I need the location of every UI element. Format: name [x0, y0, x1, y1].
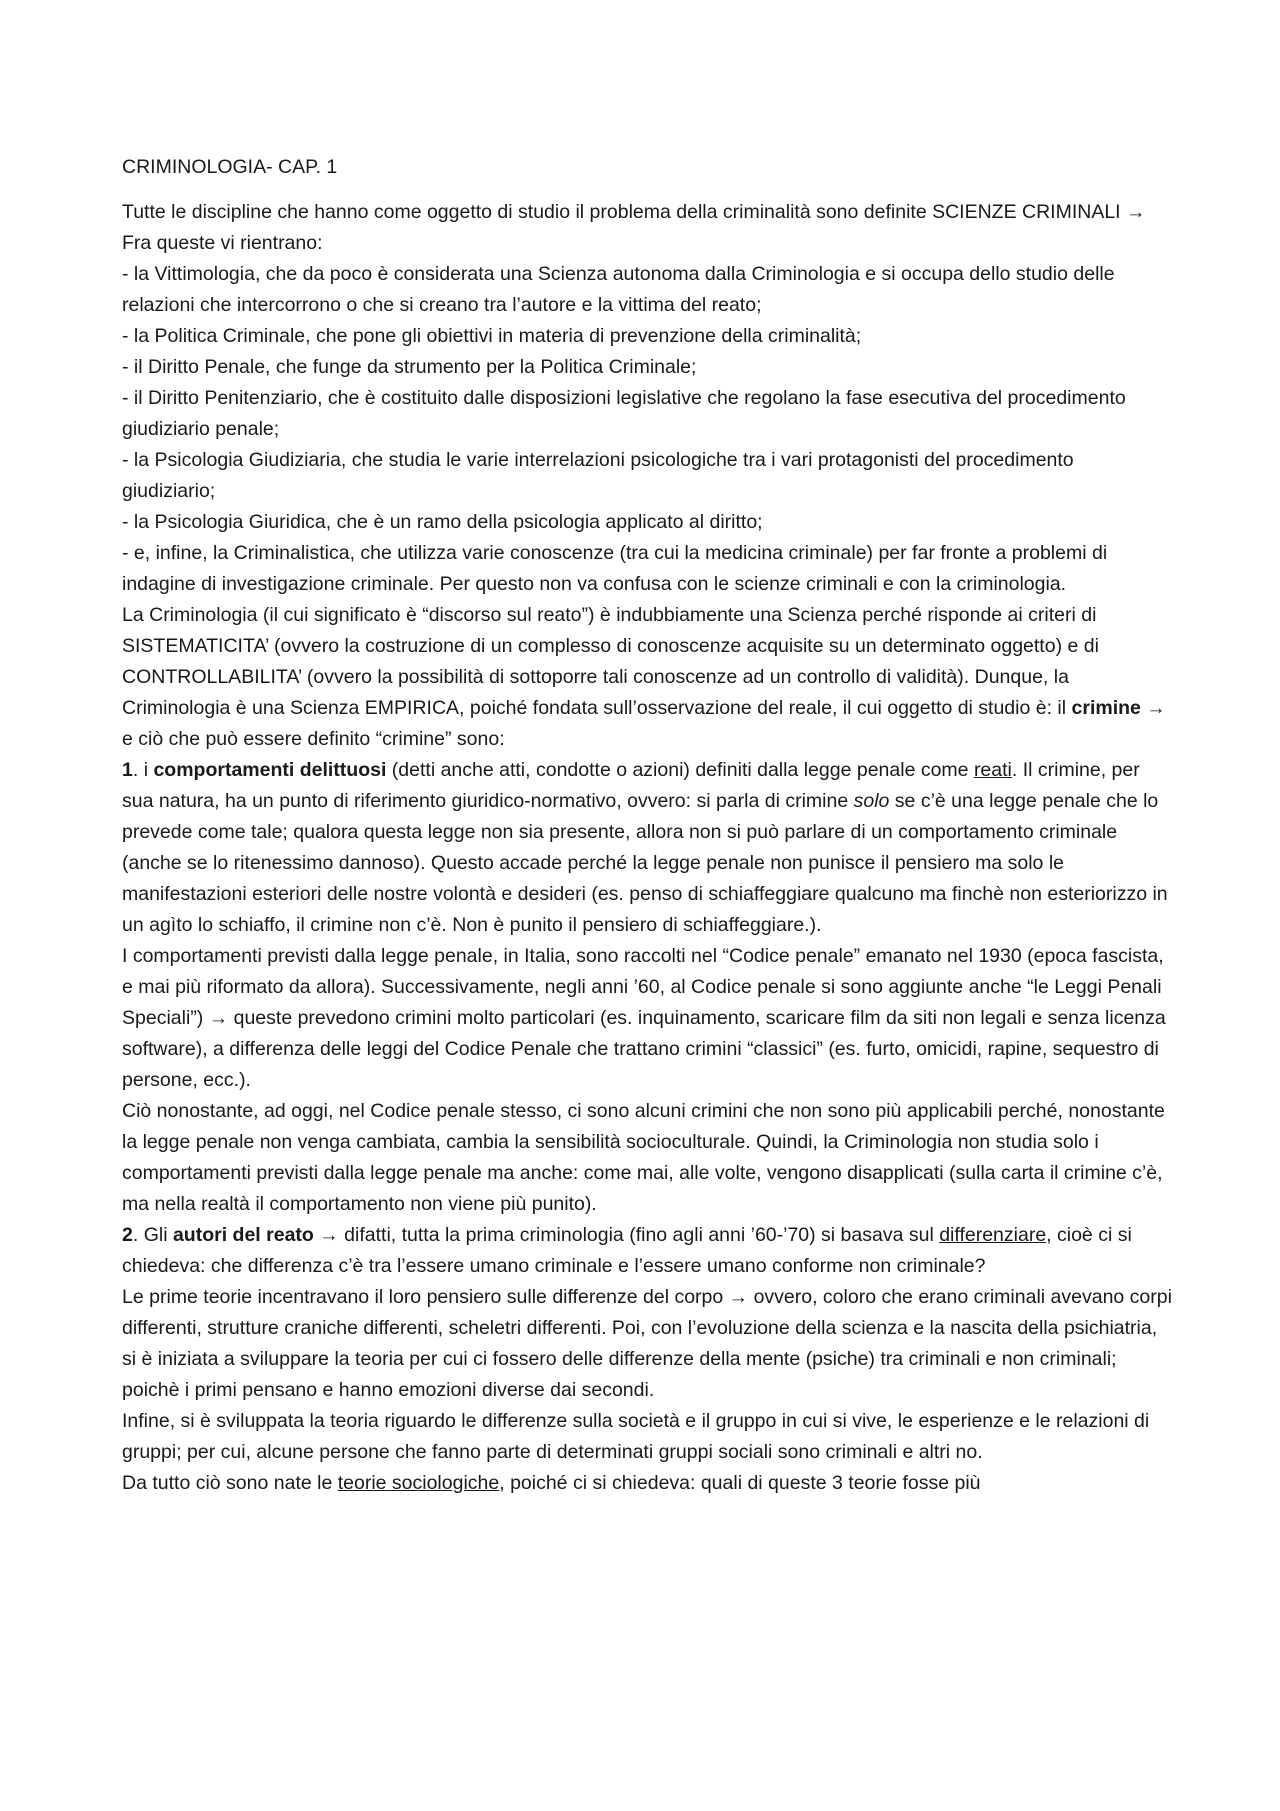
document-page: [122, 152, 1172, 1499]
document-title: CRIMINOLOGIA- CAP. 1: [122, 156, 338, 178]
text-run: solo: [853, 790, 890, 812]
paragraph: [122, 538, 1172, 600]
paragraph: [122, 1220, 1172, 1282]
text-run: . Gli: [132, 1224, 173, 1246]
paragraph: [122, 321, 1172, 352]
text-run: Le prime teorie incentravano il loro pensiero sulle differenze del corpo → ovvero, coloro che erano criminali avevano corpi differenti, strutture craniche differenti, scheletri differenti. Poi, con l’evoluzione della scienza e la nascita della psichiatria, si è iniziata a sviluppare la teoria per cui ci fossero delle differenze della mente (psiche) tra criminali e non criminali; poichè i primi pensano e hanno emozioni diverse dai secondi.: [122, 1286, 1172, 1401]
text-run: La Criminologia (il cui significato è “discorso sul reato”) è indubbiamente una Scienza perché risponde ai criteri di SISTEMATICITA’ (ovvero la costruzione di un complesso di conoscenze acquisite su un determinato oggetto) e di CONTROLLABILITA’ (ovvero la possibilità di sottoporre tali conoscenze ad un controllo di validità). Dunque, la Criminologia è una Scienza EMPIRICA, poiché fondata sull’osservazione del reale, il cui oggetto di studio è: il: [122, 604, 1099, 719]
paragraph: [122, 1096, 1172, 1220]
text-run: differenziare: [939, 1224, 1047, 1246]
paragraph: [122, 1406, 1172, 1468]
paragraph: [122, 755, 1172, 941]
text-run: Tutte le discipline che hanno come oggetto di studio il problema della criminalità sono definite SCIENZE CRIMINALI → Fra queste vi rientrano:: [122, 201, 1146, 254]
text-run: → difatti, tutta la prima criminologia (fino agli anni ’60-’70) si basava sul: [313, 1224, 940, 1246]
text-run: → e ciò che può essere definito “crimine” sono:: [122, 697, 1166, 750]
text-run: . Il crimine, per sua natura, ha un punto di riferimento giuridico-normativo, ovvero: si parla di crimine: [122, 759, 1140, 812]
text-run: Da tutto ciò sono nate le: [122, 1472, 338, 1494]
paragraph: [122, 941, 1172, 1096]
paragraph: [122, 1282, 1172, 1406]
text-run: - la Psicologia Giuridica, che è un ramo della psicologia applicato al diritto;: [122, 511, 763, 533]
paragraph: [122, 197, 1172, 259]
paragraph: [122, 445, 1172, 507]
paragraph: [122, 1468, 1172, 1499]
text-run: , cioè ci si chiedeva: che differenza c’è tra l’essere umano criminale e l’essere umano conforme non criminale?: [122, 1224, 1132, 1277]
text-run: crimine: [1071, 697, 1141, 719]
paragraph: [122, 259, 1172, 321]
text-run: teorie sociologiche: [337, 1472, 500, 1494]
text-run: reati: [973, 759, 1012, 781]
text-run: . i: [132, 759, 154, 781]
text-run: , poiché ci si chiedeva: quali di queste 3 teorie fosse più: [499, 1472, 981, 1494]
text-run: Ciò nonostante, ad oggi, nel Codice penale stesso, ci sono alcuni crimini che non sono più applicabili perché, nonostante la legge penale non venga cambiata, cambia la sensibilità socioculturale. Quindi, la Criminologia non studia solo i comportamenti previsti dalla legge penale ma anche: come mai, alle volte, vengono disapplicati (sulla carta il crimine c’è, ma nella realtà il comportamento non viene più punito).: [122, 1100, 1165, 1215]
text-run: autori del reato: [172, 1224, 314, 1246]
text-run: comportamenti delittuosi: [153, 759, 387, 781]
document-body: [122, 197, 1172, 1499]
paragraph: [122, 352, 1172, 383]
text-run: 2: [122, 1224, 133, 1246]
paragraph: [122, 507, 1172, 538]
text-run: I comportamenti previsti dalla legge penale, in Italia, sono raccolti nel “Codice penale” emanato nel 1930 (epoca fascista, e mai più riformato da allora). Successivamente, negli anni ’60, al Codice penale si sono aggiunte anche “le Leggi Penali Speciali”) → queste prevedono crimini molto particolari (es. inquinamento, scaricare film da siti non legali e senza licenza software), a differenza delle leggi del Codice Penale che trattano crimini “classici” (es. furto, omicidi, rapine, sequestro di persone, ecc.).: [122, 945, 1166, 1091]
text-run: (detti anche atti, condotte o azioni) definiti dalla legge penale come: [386, 759, 974, 781]
text-run: - la Vittimologia, che da poco è considerata una Scienza autonoma dalla Criminologia e si occupa dello studio delle relazioni che intercorrono o che si creano tra l’autore e la vittima del reato;: [122, 263, 1115, 316]
paragraph: [122, 600, 1172, 755]
text-run: - il Diritto Penitenziario, che è costituito dalle disposizioni legislative che regolano la fase esecutiva del procedimento giudiziario penale;: [122, 387, 1126, 440]
text-run: - la Psicologia Giudiziaria, che studia le varie interrelazioni psicologiche tra i vari protagonisti del procedimento giudiziario;: [122, 449, 1074, 502]
text-run: - la Politica Criminale, che pone gli obiettivi in materia di prevenzione della criminalità;: [122, 325, 862, 347]
text-run: - e, infine, la Criminalistica, che utilizza varie conoscenze (tra cui la medicina criminale) per far fronte a problemi di indagine di investigazione criminale. Per questo non va confusa con le scienze criminali e con la criminologia.: [122, 542, 1108, 595]
text-run: 1: [122, 759, 133, 781]
text-run: - il Diritto Penale, che funge da strumento per la Politica Criminale;: [122, 356, 697, 378]
paragraph: [122, 383, 1172, 445]
text-run: Infine, si è sviluppata la teoria riguardo le differenze sulla società e il gruppo in cui si vive, le esperienze e le relazioni di gruppi; per cui, alcune persone che fanno parte di determinati gruppi sociali sono criminali e altri no.: [122, 1410, 1150, 1463]
text-run: se c’è una legge penale che lo prevede come tale; qualora questa legge non sia presente, allora non si può parlare di un comportamento criminale (anche se lo ritenessimo dannoso). Questo accade perché la legge penale non punisce il pensiero ma solo le manifestazioni esteriori delle nostre volontà e desideri (es. penso di schiaffeggiare qualcuno ma finchè non esteriorizzo in un agìto lo schiaffo, il crimine non c’è. Non è punito il pensiero di schiaffeggiare.).: [122, 790, 1168, 936]
